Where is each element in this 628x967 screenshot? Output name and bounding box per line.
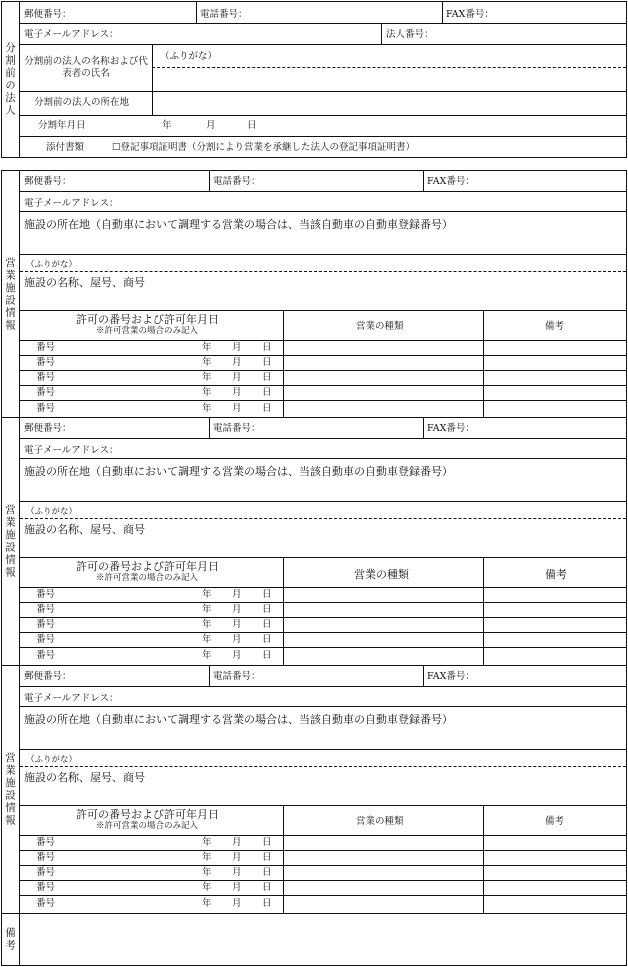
former-corporation-section — [1, 1, 627, 158]
permit-row-month: 月 — [232, 650, 242, 661]
facility-furigana: （ふりがな） — [26, 507, 78, 517]
permit-row-day: 日 — [262, 357, 272, 368]
permit-row-number: 番号 — [36, 589, 56, 600]
permit-row-number: 番号 — [36, 403, 56, 414]
permit-row-year: 年 — [202, 342, 212, 353]
permit-row-number: 番号 — [36, 619, 56, 630]
permit-row-year: 年 — [202, 604, 212, 615]
permit-row-year: 年 — [202, 837, 212, 848]
permit-row-number: 番号 — [36, 634, 56, 645]
permit-note: ※許可営業の場合のみ記入 — [96, 821, 199, 831]
permit-row-day: 日 — [262, 882, 272, 893]
facility-phone-label: 電話番号： — [213, 423, 261, 434]
permit-row-month: 月 — [232, 882, 242, 893]
permit-row-number: 番号 — [36, 882, 56, 893]
permit-row-year: 年 — [202, 387, 212, 398]
permit-row-day: 日 — [262, 898, 272, 909]
permit-row-day: 日 — [262, 650, 272, 661]
facility-location-label: 施設の所在地（自動車において調理する営業の場合は、当該自動車の自動車登録番号） — [24, 713, 453, 726]
former-corporation-side-label: 分割前の法人 — [2, 2, 20, 157]
remarks-field[interactable] — [20, 914, 626, 965]
fax-label: FAX番号： — [446, 9, 494, 20]
split-date-month: 月 — [206, 120, 216, 131]
permit-row-day: 日 — [262, 372, 272, 383]
permit-row-year: 年 — [202, 619, 212, 630]
permit-row-year: 年 — [202, 372, 212, 383]
notes-header: 備考 — [545, 816, 565, 827]
permit-row-day: 日 — [262, 403, 272, 414]
permit-row-number: 番号 — [36, 867, 56, 878]
permit-row-number: 番号 — [36, 372, 56, 383]
permit-row-number: 番号 — [36, 852, 56, 863]
permit-row-year: 年 — [202, 867, 212, 878]
permit-header: 許可の番号および許可年月日 — [76, 808, 219, 821]
permit-row-day: 日 — [262, 634, 272, 645]
permit-row-month: 月 — [232, 867, 242, 878]
facility-postal-label: 郵便番号： — [24, 423, 72, 434]
permit-row-day: 日 — [262, 619, 272, 630]
facility-side-label: 営業施設情報 — [2, 418, 20, 665]
permit-row-day: 日 — [262, 837, 272, 848]
permit-row-month: 月 — [232, 898, 242, 909]
facility-furigana: （ふりがな） — [26, 260, 78, 270]
permit-row-year: 年 — [202, 357, 212, 368]
former-name-furigana: （ふりがな） — [160, 51, 218, 62]
permit-row-number: 番号 — [36, 650, 56, 661]
facility-fax-label: FAX番号： — [427, 671, 475, 682]
permit-row-year: 年 — [202, 403, 212, 414]
remarks-side-label: 備考 — [2, 914, 20, 965]
facility-section-1 — [1, 170, 627, 418]
facility-furigana: （ふりがな） — [26, 755, 78, 765]
permit-row-number: 番号 — [36, 357, 56, 368]
facility-section-2 — [1, 417, 627, 666]
facility-section-3 — [1, 665, 627, 914]
permit-note: ※許可営業の場合のみ記入 — [96, 326, 199, 336]
split-date-year: 年 — [162, 120, 172, 131]
facility-side-label: 営業施設情報 — [2, 666, 20, 913]
notes-header: 備考 — [545, 321, 565, 332]
facility-email-label: 電子メールアドレス： — [24, 693, 119, 704]
business-type-header: 営業の種類 — [356, 816, 404, 827]
permit-row-day: 日 — [262, 342, 272, 353]
permit-row-month: 月 — [232, 387, 242, 398]
business-type-header: 営業の種類 — [356, 321, 404, 332]
permit-row-number: 番号 — [36, 837, 56, 848]
permit-row-number: 番号 — [36, 604, 56, 615]
permit-row-day: 日 — [262, 867, 272, 878]
facility-postal-label: 郵便番号： — [24, 176, 72, 187]
facility-name-label: 施設の名称、屋号、商号 — [24, 523, 145, 536]
permit-row-year: 年 — [202, 634, 212, 645]
split-date-label: 分割年月日 — [38, 120, 86, 131]
permit-row-month: 月 — [232, 589, 242, 600]
permit-row-number: 番号 — [36, 387, 56, 398]
phone-label: 電話番号： — [200, 9, 248, 20]
facility-side-label: 営業施設情報 — [2, 171, 20, 417]
permit-row-month: 月 — [232, 372, 242, 383]
permit-row-year: 年 — [202, 898, 212, 909]
postal-code-label: 郵便番号： — [24, 9, 72, 20]
facility-name-label: 施設の名称、屋号、商号 — [24, 276, 145, 289]
split-date-day: 日 — [247, 120, 257, 131]
facility-fax-label: FAX番号： — [427, 423, 475, 434]
permit-row-month: 月 — [232, 619, 242, 630]
facility-email-label: 電子メールアドレス： — [24, 198, 119, 209]
permit-row-year: 年 — [202, 589, 212, 600]
permit-header: 許可の番号および許可年月日 — [76, 560, 219, 573]
former-name-label: 分割前の法人の名称および代表者の氏名 — [24, 56, 148, 79]
corporate-number-label: 法人番号： — [386, 29, 434, 40]
permit-row-day: 日 — [262, 387, 272, 398]
permit-header: 許可の番号および許可年月日 — [76, 313, 219, 326]
facility-fax-label: FAX番号： — [427, 176, 475, 187]
facility-phone-label: 電話番号： — [213, 176, 261, 187]
permit-row-month: 月 — [232, 634, 242, 645]
permit-row-month: 月 — [232, 837, 242, 848]
attachment-checkbox-item[interactable]: ☐登記事項証明書（分割により営業を承継した法人の登記事項証明書） — [112, 142, 416, 153]
business-type-header: 営業の種類 — [354, 568, 409, 581]
permit-row-month: 月 — [232, 357, 242, 368]
permit-row-number: 番号 — [36, 342, 56, 353]
former-address-label: 分割前の法人の所在地 — [34, 97, 130, 108]
facility-phone-label: 電話番号： — [213, 671, 261, 682]
permit-row-month: 月 — [232, 852, 242, 863]
facility-postal-label: 郵便番号： — [24, 671, 72, 682]
remarks-section — [1, 913, 627, 966]
facility-location-label: 施設の所在地（自動車において調理する営業の場合は、当該自動車の自動車登録番号） — [24, 465, 453, 478]
facility-email-label: 電子メールアドレス： — [24, 445, 119, 456]
permit-row-day: 日 — [262, 604, 272, 615]
notes-header: 備考 — [545, 568, 567, 581]
permit-row-year: 年 — [202, 852, 212, 863]
permit-row-day: 日 — [262, 852, 272, 863]
permit-note: ※許可営業の場合のみ記入 — [96, 573, 199, 583]
attachment-label: 添付書類 — [46, 142, 85, 153]
permit-row-day: 日 — [262, 589, 272, 600]
email-label: 電子メールアドレス： — [24, 29, 119, 40]
permit-row-month: 月 — [232, 403, 242, 414]
permit-row-month: 月 — [232, 604, 242, 615]
permit-row-number: 番号 — [36, 898, 56, 909]
permit-row-month: 月 — [232, 342, 242, 353]
permit-row-year: 年 — [202, 882, 212, 893]
permit-row-year: 年 — [202, 650, 212, 661]
facility-name-label: 施設の名称、屋号、商号 — [24, 771, 145, 784]
facility-location-label: 施設の所在地（自動車において調理する営業の場合は、当該自動車の自動車登録番号） — [24, 218, 453, 231]
